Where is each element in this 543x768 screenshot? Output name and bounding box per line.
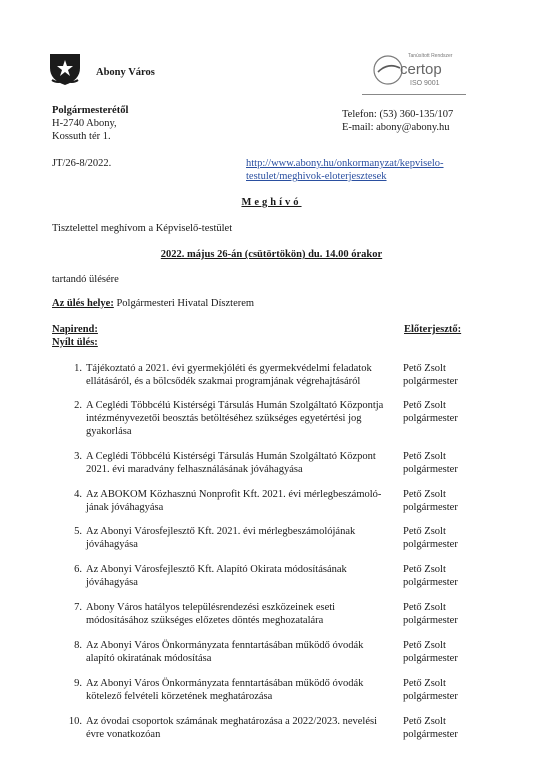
sender-address-line: Kossuth tér 1.: [52, 131, 111, 142]
agenda-subtitle: Nyílt ülés:: [52, 337, 98, 348]
sender-phone: Telefon: (53) 360-135/107: [342, 109, 454, 120]
presenter-name: Pető Zsolt: [403, 564, 446, 575]
description-line: Az Abonyi Városfejlesztő Kft. 2021. évi mérlegbeszámolójának: [86, 526, 356, 537]
cert-top-text: Tanúsított Rendszer: [408, 53, 453, 59]
description-line: Az Abonyi Város Önkormányzata fenntartásában működő óvodák: [86, 640, 364, 651]
description-line: jóváhagyása: [86, 577, 138, 589]
agenda-item-number: 2.: [74, 400, 82, 411]
meeting-followup: tartandó ülésére: [52, 274, 119, 285]
presenter-name: Pető Zsolt: [403, 602, 446, 613]
agenda-item-description: [86, 450, 386, 476]
description-line: kötelező felvételi körzetének meghatározása: [86, 691, 273, 703]
agenda-item-presenter: [403, 715, 503, 741]
agenda-item-presenter: [403, 601, 503, 627]
agenda-item-number: 10.: [68, 716, 82, 727]
presenter-name: Pető Zsolt: [403, 526, 446, 537]
cert-brand: certop: [400, 61, 442, 78]
description-line: Tájékoztató a 2021. évi gyermekjóléti és gyermekvédelmi feladatok: [86, 363, 372, 374]
presenter-name: Pető Zsolt: [403, 489, 446, 500]
sender-email: E-mail: abony@abony.hu: [342, 122, 450, 133]
documents-link[interactable]: [246, 157, 476, 183]
city-crest-icon: [48, 50, 82, 86]
agenda-item-presenter: [403, 677, 503, 703]
description-line: Az Abonyi Város Önkormányzata fenntartásában működő óvodák: [86, 678, 364, 689]
description-line: módosításához szükséges előzetes döntés meghozatalára: [86, 615, 324, 627]
description-line: Az ABOKOM Közhasznú Nonprofit Kft. 2021. évi mérlegbeszámoló-: [86, 489, 382, 500]
agenda-item-description: [86, 715, 386, 741]
link-line: testulet/meghivok-eloterjesztesek: [246, 171, 387, 183]
venue-value: Polgármesteri Hivatal Díszterem: [113, 298, 255, 309]
description-line: A Ceglédi Többcélú Kistérségi Társulás Humán Szolgáltató Központ: [86, 451, 376, 462]
presenter-role: polgármester: [403, 376, 458, 388]
presenter-role: polgármester: [403, 502, 458, 514]
certop-iso-logo-icon: [366, 44, 466, 94]
agenda-item-description: [86, 639, 386, 665]
description-line: A Ceglédi Többcélú Kistérségi Társulás Humán Szolgáltató Központja: [86, 400, 384, 411]
presenter-role: polgármester: [403, 464, 458, 476]
link-line: http://www.abony.hu/onkormanyzat/kepviselo-: [246, 158, 444, 169]
description-line: alapító okiratának módosítása: [86, 653, 212, 665]
description-line: Abony Város hatályos településrendezési eszközeinek eseti: [86, 602, 336, 613]
agenda-item-presenter: [403, 488, 503, 514]
agenda-item-description: [86, 362, 386, 388]
agenda-item-presenter: [403, 450, 503, 476]
presenter-role: polgármester: [403, 539, 458, 551]
description-line: jának jóváhagyása: [86, 502, 164, 514]
city-name: Abony Város: [96, 67, 155, 78]
agenda-item-number: 7.: [74, 602, 82, 613]
agenda-item-number: 6.: [74, 564, 82, 575]
venue-label: Az ülés helye:: [52, 298, 114, 309]
presenter-name: Pető Zsolt: [403, 451, 446, 462]
presenter-name: Pető Zsolt: [403, 363, 446, 374]
presenter-role: polgármester: [403, 653, 458, 665]
presenter-name: Pető Zsolt: [403, 400, 446, 411]
description-line: jóváhagyása: [86, 539, 138, 551]
agenda-item-description: [86, 525, 386, 551]
presenter-role: polgármester: [403, 413, 458, 425]
description-line: ellátásáról, és a bölcsődék szakmai programjának végrehajtásáról: [86, 376, 361, 388]
presenter-role: polgármester: [403, 691, 458, 703]
description-line: Az Abonyi Városfejlesztő Kft. Alapító Okirata módosításának: [86, 564, 347, 575]
agenda-item-presenter: [403, 639, 503, 665]
description-line: gyakorlása: [86, 426, 132, 438]
sender-title: Polgármesterétől: [52, 105, 129, 116]
description-line: évre vonatkozóan: [86, 729, 161, 741]
agenda-item-description: [86, 399, 386, 438]
meeting-venue: [52, 297, 254, 310]
agenda-item-description: [86, 488, 386, 514]
description-line: Az óvodai csoportok számának meghatározása a 2022/2023. nevelési: [86, 716, 377, 727]
presenter-name: Pető Zsolt: [403, 716, 446, 727]
description-line: intézményvezetői beosztás betöltéséhez szükséges egyetértési jog: [86, 413, 362, 425]
presenter-role: polgármester: [403, 615, 458, 627]
agenda-item-description: [86, 601, 386, 627]
presenter-name: Pető Zsolt: [403, 678, 446, 689]
agenda-item-description: [86, 677, 386, 703]
presenter-role: polgármester: [403, 577, 458, 589]
presenter-header: Előterjesztő:: [404, 324, 462, 335]
presenter-name: Pető Zsolt: [403, 640, 446, 651]
agenda-item-number: 4.: [74, 489, 82, 500]
cert-standard: ISO 9001: [410, 80, 440, 87]
description-line: 2021. évi maradvány felhasználásának jóváhagyása: [86, 464, 303, 476]
agenda-item-number: 9.: [74, 678, 82, 689]
agenda-item-number: 3.: [74, 451, 82, 462]
greeting: Tisztelettel meghívom a Képviselő-testület: [52, 223, 233, 234]
agenda-title: Napirend:: [52, 324, 98, 335]
cert-divider: [362, 94, 466, 95]
agenda-item-description: [86, 563, 386, 589]
agenda-item-presenter: [403, 525, 503, 551]
agenda-item-number: 5.: [74, 526, 82, 537]
agenda-item-presenter: [403, 399, 503, 425]
page-title: Meghívó: [241, 197, 302, 208]
agenda-item-number: 1.: [74, 363, 82, 374]
presenter-role: polgármester: [403, 729, 458, 741]
meeting-datetime: 2022. május 26-án (csütörtökön) du. 14.00 órakor: [160, 249, 383, 260]
agenda-item-presenter: [403, 563, 503, 589]
reference-number: JT/26-8/2022.: [52, 158, 112, 169]
sender-address-line: H-2740 Abony,: [52, 118, 117, 129]
agenda-item-presenter: [403, 362, 503, 388]
agenda-item-number: 8.: [74, 640, 82, 651]
